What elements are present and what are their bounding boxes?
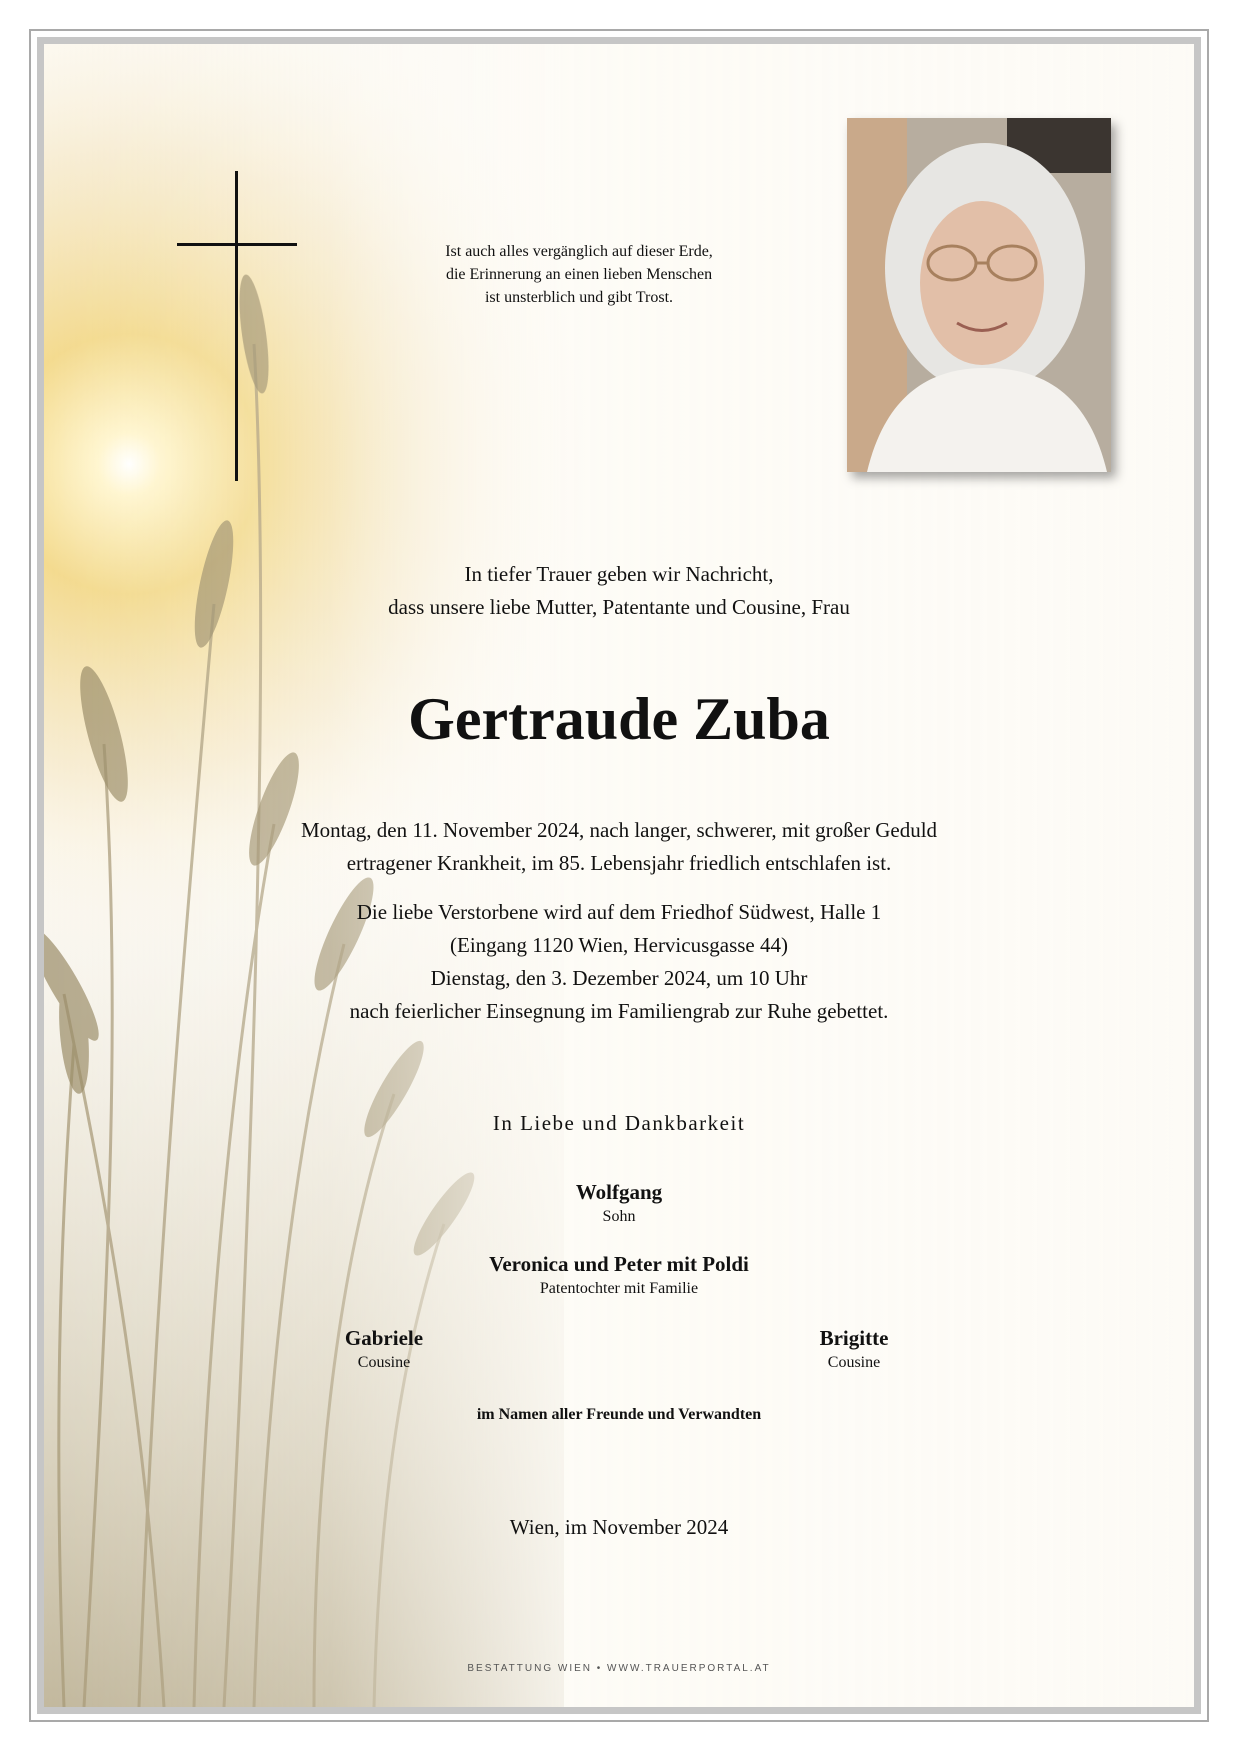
death-notice-line: Montag, den 11. November 2024, nach langer, schwerer, mit großer Geduld [300,818,938,842]
mourner-role: Cousine [357,1354,411,1371]
motto-line: Ist auch alles vergänglich auf dieser Erde, [445,243,713,260]
gratitude-line: In Liebe und Dankbarkeit [492,1111,746,1135]
motto-verse [404,240,754,309]
burial-notice-line: Dienstag, den 3. Dezember 2024, um 10 Uhr [430,966,808,990]
footer-credit: BESTATTUNG WIEN • WWW.TRAUERPORTAL.AT [467,1663,771,1674]
mourner-name: Brigitte [819,1326,889,1350]
deceased-name: Gertraude Zuba [408,686,830,752]
death-notice [44,814,1194,880]
mourner-brigitte [704,1324,1004,1374]
burial-notice-line: nach feierlicher Einsegnung im Familiengrab zur Ruhe gebettet. [349,999,889,1023]
intro-text [44,558,1194,624]
portrait-photo [847,118,1111,472]
mourner-name: Wolfgang [575,1180,663,1204]
obituary-card [37,37,1201,1714]
mourner-role: Sohn [602,1208,636,1225]
mourner-role: Cousine [827,1354,881,1371]
burial-notice-line: (Eingang 1120 Wien, Hervicusgasse 44) [450,933,788,957]
mourner-wolfgang [44,1178,1194,1228]
death-notice-line: ertragener Krankheit, im 85. Lebensjahr friedlich entschlafen ist. [346,851,892,875]
motto-line: ist unsterblich und gibt Trost. [484,289,674,306]
mourner-name: Veronica und Peter mit Poldi [489,1252,749,1276]
place-date: Wien, im November 2024 [509,1515,729,1539]
closing-line: im Namen aller Freunde und Verwandten [476,1406,762,1423]
mourner-name: Gabriele [344,1326,424,1350]
motto-line: die Erinnerung an einen lieben Menschen [445,266,713,283]
mourner-role: Patentochter mit Familie [539,1280,699,1297]
intro-line: dass unsere liebe Mutter, Patentante und Cousine, Frau [388,595,850,619]
burial-notice-line: Die liebe Verstorbene wird auf dem Friedhof Südwest, Halle 1 [356,900,882,924]
cross-icon-bar [177,243,297,246]
mourner-gabriele [234,1324,534,1374]
burial-notice [44,896,1194,1028]
intro-line: In tiefer Trauer geben wir Nachricht, [464,562,774,586]
mourner-veronica [44,1250,1194,1300]
cross-icon [235,171,238,481]
